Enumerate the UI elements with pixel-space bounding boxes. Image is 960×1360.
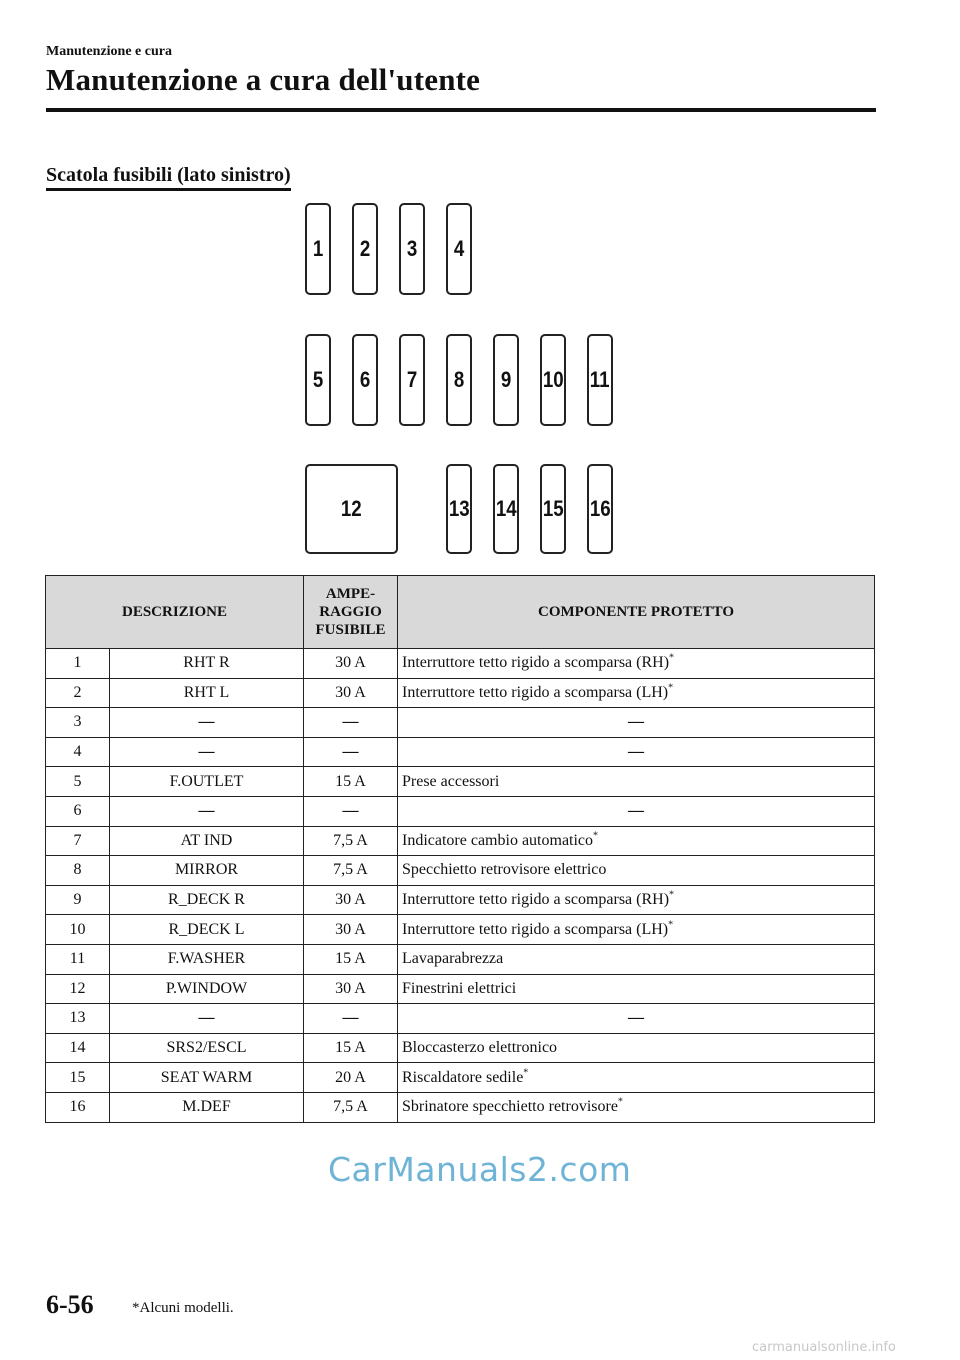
fuse-number-cell [46, 1033, 110, 1063]
protected-component-cell [398, 885, 875, 915]
fuse-14: 14 [493, 464, 519, 554]
fuse-number-cell [46, 796, 110, 826]
fuse-number-text: 10 [69, 920, 86, 938]
fuse-description-cell [110, 1092, 304, 1122]
fuse-description-text: — [198, 713, 215, 731]
fuse-10: 10 [540, 334, 566, 426]
protected-component-cell [398, 974, 875, 1004]
site-watermark: carmanualsonline.info [752, 1340, 896, 1355]
fuse-number-text: 8 [73, 861, 82, 879]
protected-component-text: Interruttore tetto rigido a scomparsa (RH) [402, 891, 670, 909]
fuse-2: 2 [352, 203, 378, 295]
header-amperage: AMPE- RAGGIO FUSIBILE [304, 576, 398, 649]
fuse-number-text: 13 [69, 1009, 86, 1027]
fuse-amperage-cell [304, 767, 398, 797]
fuse-description-text: — [198, 1009, 215, 1027]
protected-component-cell [398, 737, 875, 767]
fuse-amperage-text: 15 A [335, 950, 366, 968]
fuse-number-cell [46, 767, 110, 797]
protected-component-text: Sbrinatore specchietto retrovisore [402, 1098, 618, 1116]
fuse-amperage-cell [304, 708, 398, 738]
table-row [46, 974, 875, 1004]
fuse-7: 7 [399, 334, 425, 426]
protected-component-cell [398, 796, 875, 826]
fuse-number-text: 3 [73, 713, 82, 731]
fuse-amperage-cell [304, 796, 398, 826]
fuse-number-cell [46, 1004, 110, 1034]
fuse-16: 16 [587, 464, 613, 554]
fuse-number-text: 7 [73, 831, 82, 849]
fuse-description-cell [110, 915, 304, 945]
table-row [46, 1063, 875, 1093]
table-row [46, 826, 875, 856]
protected-component-text: — [628, 802, 644, 820]
protected-component-text: Interruttore tetto rigido a scomparsa (LH) [402, 683, 669, 701]
fuse-amperage-text: — [342, 743, 359, 761]
protected-component-text: Interruttore tetto rigido a scomparsa (LH) [402, 920, 669, 938]
page-number: 6-56 [46, 1290, 94, 1319]
fuse-description-text: F.WASHER [167, 950, 246, 968]
protected-component-text: Lavaparabrezza [402, 950, 504, 968]
fuse-8: 8 [446, 334, 472, 426]
protected-component-text: Bloccasterzo elettronico [402, 1039, 558, 1057]
footnote-marker: * [668, 682, 674, 694]
fuse-amperage-cell [304, 915, 398, 945]
footnote-marker: * [593, 830, 599, 842]
fuse-amperage-text: 7,5 A [333, 861, 368, 879]
table-row [46, 856, 875, 886]
fuse-number-cell [46, 915, 110, 945]
fuse-11: 11 [587, 334, 613, 426]
fuse-amperage-cell [304, 678, 398, 708]
fuse-description-text: SRS2/ESCL [166, 1039, 247, 1057]
fuse-number-cell [46, 974, 110, 1004]
fuse-amperage-text: 30 A [335, 683, 366, 701]
fuse-description-cell [110, 708, 304, 738]
header-component: COMPONENTE PROTETTO [398, 576, 875, 649]
fuse-amperage-cell [304, 826, 398, 856]
fuse-number-text: 4 [73, 743, 82, 761]
section-title: Scatola fusibili (lato sinistro) [46, 163, 291, 191]
fuse-amperage-text: 30 A [335, 654, 366, 672]
fuse-number-cell [46, 1063, 110, 1093]
fuse-number-text: 5 [73, 772, 82, 790]
running-header: Manutenzione e cura [46, 44, 172, 59]
fuse-number-cell [46, 1092, 110, 1122]
fuse-amperage-text: 30 A [335, 891, 366, 909]
footnote-marker: * [668, 919, 674, 931]
fuse-amperage-text: — [342, 713, 359, 731]
fuse-description-text: MIRROR [174, 861, 239, 879]
fuse-number-cell [46, 708, 110, 738]
protected-component-cell [398, 649, 875, 679]
protected-component-cell [398, 1092, 875, 1122]
protected-component-cell [398, 856, 875, 886]
fuse-amperage-text: 15 A [335, 772, 366, 790]
protected-component-text: Specchietto retrovisore elettrico [402, 861, 607, 879]
fuse-number-text: 9 [73, 891, 82, 909]
table-row [46, 885, 875, 915]
protected-component-text: — [628, 1009, 644, 1027]
fuse-amperage-text: 15 A [335, 1039, 366, 1057]
fuse-15: 15 [540, 464, 566, 554]
fuse-description-cell [110, 649, 304, 679]
fuse-amperage-cell [304, 1063, 398, 1093]
fuse-description-text: R_DECK L [168, 920, 245, 938]
fuse-amperage-text: 7,5 A [333, 1098, 368, 1116]
protected-component-cell [398, 915, 875, 945]
fuse-amperage-text: 20 A [335, 1068, 366, 1086]
table-row [46, 1033, 875, 1063]
fuse-5: 5 [305, 334, 331, 426]
fuse-table-body [46, 649, 875, 1123]
table-row [46, 767, 875, 797]
fuse-description-cell [110, 1004, 304, 1034]
fuse-number-cell [46, 885, 110, 915]
protected-component-cell [398, 678, 875, 708]
fuse-description-cell [110, 1033, 304, 1063]
fuse-amperage-text: 7,5 A [333, 831, 368, 849]
fuse-number-cell [46, 944, 110, 974]
fuse-amperage-text: 30 A [335, 979, 366, 997]
fuse-amperage-cell [304, 885, 398, 915]
fuse-box-diagram [0, 0, 960, 570]
fuse-number-text: 14 [69, 1039, 86, 1057]
protected-component-cell [398, 1004, 875, 1034]
header-description: DESCRIZIONE [46, 576, 304, 649]
fuse-number-text: 11 [69, 950, 86, 968]
protected-component-cell [398, 767, 875, 797]
fuse-number-cell [46, 856, 110, 886]
fuse-description-text: R_DECK R [168, 891, 245, 909]
fuse-table [45, 575, 875, 1123]
protected-component-text: Prese accessori [402, 772, 500, 790]
fuse-amperage-text: — [342, 802, 359, 820]
fuse-description-cell [110, 856, 304, 886]
fuse-description-cell [110, 944, 304, 974]
fuse-1: 1 [305, 203, 331, 295]
fuse-description-text: SEAT WARM [160, 1068, 253, 1086]
footnote-marker: * [617, 1096, 623, 1108]
fuse-number-text: 15 [69, 1068, 86, 1086]
fuse-number-text: 1 [73, 654, 82, 672]
footnote: *Alcuni modelli. [132, 1300, 234, 1316]
fuse-6: 6 [352, 334, 378, 426]
fuse-number-text: 16 [69, 1098, 86, 1116]
table-row [46, 915, 875, 945]
fuse-amperage-cell [304, 1004, 398, 1034]
protected-component-cell [398, 1033, 875, 1063]
fuse-amperage-cell [304, 974, 398, 1004]
footnote-marker: * [669, 652, 675, 664]
fuse-number-cell [46, 678, 110, 708]
fuse-description-text: — [198, 802, 215, 820]
fuse-description-text: F.OUTLET [169, 772, 244, 790]
fuse-description-cell [110, 826, 304, 856]
table-row [46, 944, 875, 974]
fuse-number-cell [46, 649, 110, 679]
fuse-description-cell [110, 737, 304, 767]
fuse-amperage-cell [304, 1092, 398, 1122]
protected-component-cell [398, 708, 875, 738]
fuse-description-cell [110, 678, 304, 708]
fuse-9: 9 [493, 334, 519, 426]
table-row [46, 737, 875, 767]
fuse-description-text: RHT R [183, 654, 230, 672]
fuse-description-text: — [198, 743, 215, 761]
protected-component-text: Finestrini elettrici [402, 979, 517, 997]
fuse-description-cell [110, 1063, 304, 1093]
fuse-13: 13 [446, 464, 472, 554]
fuse-amperage-text: 30 A [335, 920, 366, 938]
fuse-description-cell [110, 796, 304, 826]
fuse-number-text: 6 [73, 802, 82, 820]
fuse-12: 12 [305, 464, 398, 554]
page-title: Manutenzione a cura dell'utente [46, 62, 481, 97]
fuse-number-cell [46, 737, 110, 767]
fuse-description-cell [110, 885, 304, 915]
fuse-number-cell [46, 826, 110, 856]
table-row [46, 678, 875, 708]
protected-component-text: — [628, 713, 644, 731]
fuse-description-text: AT IND [180, 831, 233, 849]
fuse-amperage-cell [304, 856, 398, 886]
fuse-description-cell [110, 767, 304, 797]
fuse-description-cell [110, 974, 304, 1004]
protected-component-cell [398, 826, 875, 856]
fuse-amperage-cell [304, 737, 398, 767]
protected-component-cell [398, 944, 875, 974]
fuse-description-text: P.WINDOW [165, 979, 248, 997]
table-row [46, 796, 875, 826]
protected-component-text: Riscaldatore sedile [402, 1068, 524, 1086]
watermark: CarManuals2.com [328, 1150, 632, 1189]
fuse-amperage-cell [304, 944, 398, 974]
footnote-marker: * [523, 1067, 529, 1079]
fuse-3: 3 [399, 203, 425, 295]
protected-component-text: — [628, 743, 644, 761]
table-header-row [46, 576, 875, 649]
fuse-number-text: 2 [73, 683, 82, 701]
fuse-number-text: 12 [69, 979, 86, 997]
fuse-description-text: M.DEF [182, 1098, 231, 1116]
table-row [46, 1004, 875, 1034]
footnote-marker: * [669, 889, 675, 901]
protected-component-cell [398, 1063, 875, 1093]
protected-component-text: Interruttore tetto rigido a scomparsa (RH) [402, 654, 670, 672]
table-row [46, 649, 875, 679]
protected-component-text: Indicatore cambio automatico [402, 831, 594, 849]
fuse-amperage-text: — [342, 1009, 359, 1027]
fuse-amperage-cell [304, 1033, 398, 1063]
table-row [46, 1092, 875, 1122]
fuse-4: 4 [446, 203, 472, 295]
table-row [46, 708, 875, 738]
fuse-amperage-cell [304, 649, 398, 679]
fuse-description-text: RHT L [183, 683, 230, 701]
